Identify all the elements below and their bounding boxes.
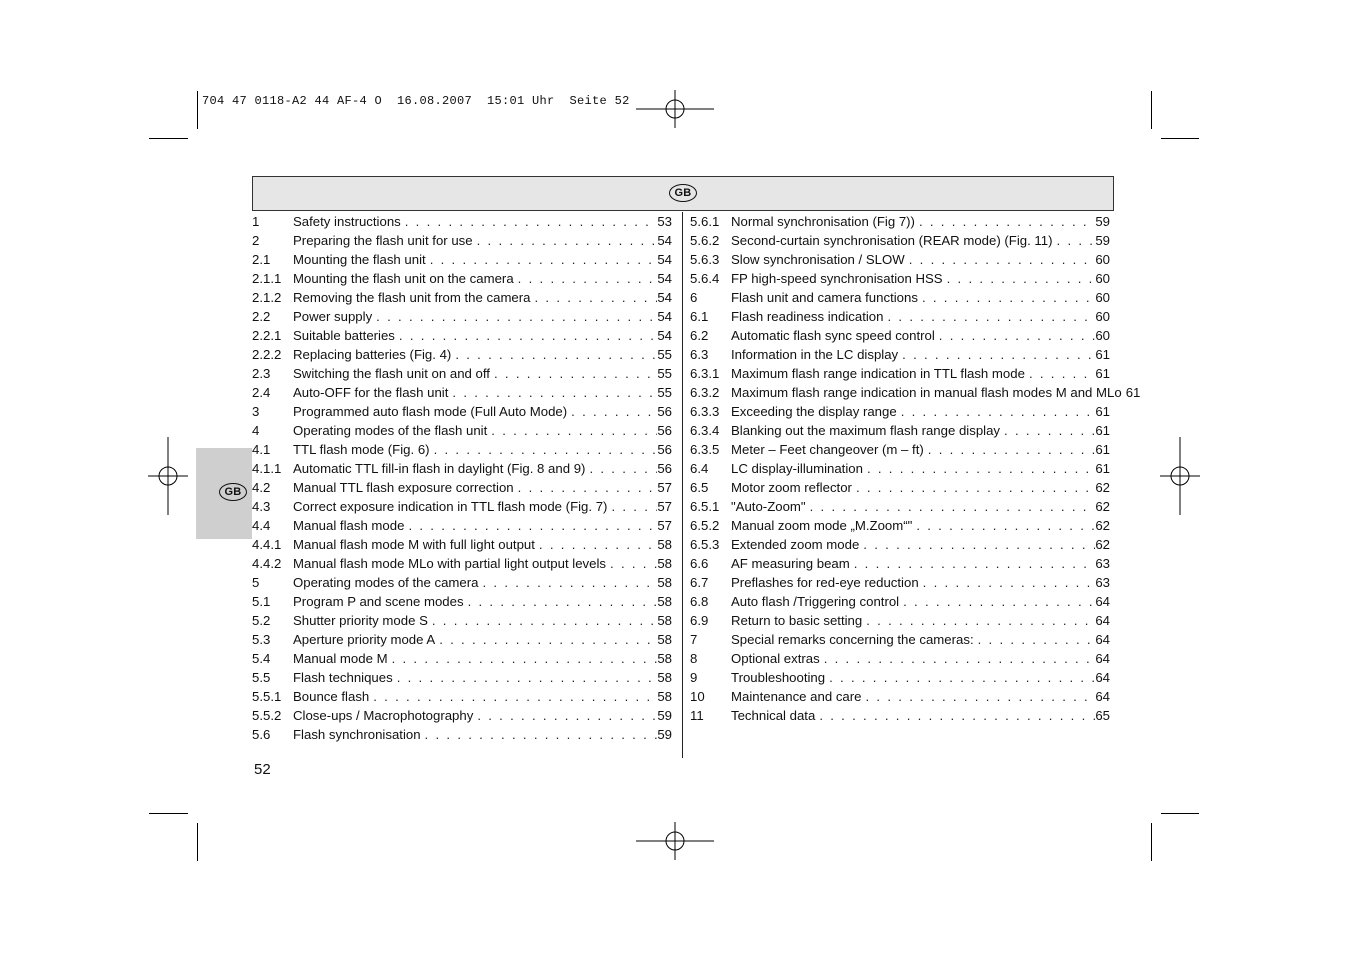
toc-leader-dots — [518, 269, 658, 288]
crop-mark — [1151, 823, 1152, 861]
toc-entry — [252, 326, 672, 345]
toc-leader-dots — [535, 288, 658, 307]
toc-entry-page: 54 — [657, 233, 672, 248]
toc-entry — [690, 231, 1110, 250]
crop-mark — [1161, 813, 1199, 814]
toc-entry-page: 58 — [657, 537, 672, 552]
crop-mark — [149, 813, 188, 814]
toc-entry-number: 6.3.5 — [690, 442, 720, 457]
toc-entry-page: 58 — [657, 594, 672, 609]
toc-entry-title: Exceeding the display range — [731, 404, 897, 419]
crop-mark — [149, 138, 188, 139]
toc-entry-number: 4.1 — [252, 442, 271, 457]
toc-entry — [252, 421, 672, 440]
toc-entry-number: 6.3 — [690, 347, 709, 362]
toc-entry — [252, 725, 672, 744]
toc-entry-title: Meter – Feet changeover (m – ft) — [731, 442, 924, 457]
toc-leader-dots — [903, 592, 1095, 611]
toc-entry-number: 6.1 — [690, 309, 709, 324]
registration-mark-icon — [636, 90, 714, 128]
toc-entry-number: 5.4 — [252, 651, 271, 666]
toc-entry-title: Flash unit and camera functions — [731, 290, 918, 305]
toc-leader-dots — [824, 649, 1096, 668]
toc-leader-dots — [978, 630, 1096, 649]
toc-entry-title: Maintenance and care — [731, 689, 862, 704]
toc-entry-title: FP high-speed synchronisation HSS — [731, 271, 943, 286]
toc-entry-page: 61 — [1095, 347, 1110, 362]
toc-entry-page: 59 — [657, 708, 672, 723]
toc-entry — [252, 231, 672, 250]
toc-entry-number: 5.5.2 — [252, 708, 282, 723]
toc-entry — [252, 687, 672, 706]
toc-entry-page: 53 — [657, 214, 672, 229]
toc-entry-title: Switching the flash unit on and off — [293, 366, 490, 381]
toc-leader-dots — [439, 630, 657, 649]
toc-leader-dots — [922, 288, 1095, 307]
toc-entry-number: 2 — [252, 233, 260, 248]
toc-entry-title: Normal synchronisation (Fig 7)) — [731, 214, 915, 229]
toc-entry-page: 62 — [1095, 537, 1110, 552]
toc-entry-number: 6.3.2 — [690, 385, 720, 400]
toc-entry — [690, 459, 1110, 478]
toc-entry-title: Slow synchronisation / SLOW — [731, 252, 905, 267]
toc-entry — [690, 649, 1110, 668]
toc-entry — [252, 288, 672, 307]
crop-mark — [1161, 138, 1199, 139]
toc-entry-title: Manual mode M — [293, 651, 388, 666]
toc-entry — [252, 478, 672, 497]
toc-entry-page: 63 — [1095, 556, 1110, 571]
toc-entry — [252, 364, 672, 383]
toc-entry-title: Replacing batteries (Fig. 4) — [293, 347, 452, 362]
toc-entry-number: 2.1.1 — [252, 271, 282, 286]
toc-entry-number: 4.3 — [252, 499, 271, 514]
toc-entry-title: Manual flash mode — [293, 518, 405, 533]
toc-entry-page: 60 — [1095, 309, 1110, 324]
page-number: 52 — [254, 761, 271, 778]
toc-entry-page: 61 — [1125, 385, 1141, 400]
toc-entry-title: Program P and scene modes — [293, 594, 464, 609]
toc-entry — [690, 326, 1110, 345]
toc-entry-page: 58 — [657, 556, 672, 571]
toc-entry — [252, 250, 672, 269]
toc-entry-title: TTL flash mode (Fig. 6) — [293, 442, 430, 457]
toc-leader-dots — [939, 326, 1096, 345]
toc-entry-number: 5.5 — [252, 670, 271, 685]
column-divider — [682, 212, 683, 758]
toc-entry-page: 56 — [657, 404, 672, 419]
toc-entry-number: 5.6.2 — [690, 233, 720, 248]
toc-leader-dots — [610, 554, 657, 573]
toc-entry — [690, 554, 1110, 573]
toc-entry-page: 54 — [657, 328, 672, 343]
toc-leader-dots — [494, 364, 657, 383]
toc-entry-number: 2.2 — [252, 309, 271, 324]
toc-entry-number: 6.7 — [690, 575, 709, 590]
toc-entry-page: 57 — [657, 518, 672, 533]
toc-entry — [252, 345, 672, 364]
toc-entry-number: 3 — [252, 404, 260, 419]
toc-entry — [690, 497, 1110, 516]
toc-entry-title: Bounce flash — [293, 689, 370, 704]
toc-leader-dots — [916, 516, 1095, 535]
toc-entry-page: 60 — [1095, 328, 1110, 343]
toc-leader-dots — [901, 402, 1096, 421]
toc-leader-dots — [425, 725, 658, 744]
toc-leader-dots — [376, 307, 657, 326]
toc-entry-page: 54 — [657, 290, 672, 305]
toc-entry-title: AF measuring beam — [731, 556, 850, 571]
toc-entry-page: 58 — [657, 613, 672, 628]
toc-entry-page: 64 — [1095, 613, 1110, 628]
toc-entry — [252, 554, 672, 573]
toc-entry-number: 4.1.1 — [252, 461, 282, 476]
toc-entry-page: 54 — [657, 309, 672, 324]
toc-entry-title: "Auto-Zoom" — [731, 499, 806, 514]
toc-entry-title: Blanking out the maximum flash range display — [731, 423, 1001, 438]
toc-entry-number: 2.1 — [252, 252, 271, 267]
toc-entry-number: 8 — [690, 651, 698, 666]
toc-entry-number: 6 — [690, 290, 698, 305]
toc-entry-page: 58 — [657, 689, 672, 704]
toc-entry-page: 63 — [1095, 575, 1110, 590]
toc-entry-title: LC display-illumination — [731, 461, 863, 476]
toc-leader-dots — [373, 687, 657, 706]
toc-entry — [252, 535, 672, 554]
toc-leader-dots — [482, 573, 657, 592]
toc-entry — [690, 630, 1110, 649]
registration-mark-icon — [148, 437, 188, 515]
toc-entry — [690, 535, 1110, 554]
toc-leader-dots — [854, 554, 1096, 573]
toc-entry-title: Removing the flash unit from the camera — [293, 290, 531, 305]
toc-entry-page: 60 — [1095, 290, 1110, 305]
crop-mark — [197, 823, 198, 861]
toc-entry-number: 7 — [690, 632, 698, 647]
toc-entry-number: 2.1.2 — [252, 290, 282, 305]
toc-entry-title: Automatic TTL fill-in flash in daylight (Fig. 8 and 9) — [293, 461, 586, 476]
toc-entry-title: Special remarks concerning the cameras: — [731, 632, 974, 647]
toc-entry-number: 5.6.1 — [690, 214, 720, 229]
toc-entry-number: 6.3.1 — [690, 366, 720, 381]
toc-leader-dots — [902, 345, 1095, 364]
toc-entry — [690, 269, 1110, 288]
toc-entry-title: Troubleshooting — [731, 670, 826, 685]
toc-leader-dots — [452, 383, 657, 402]
side-language-badge: GB — [219, 483, 247, 501]
toc-entry-title: Suitable batteries — [293, 328, 395, 343]
toc-entry-number: 2.4 — [252, 385, 271, 400]
toc-leader-dots — [539, 535, 657, 554]
crop-mark — [197, 91, 198, 129]
toc-entry-page: 58 — [657, 575, 672, 590]
toc-leader-dots — [430, 250, 658, 269]
toc-entry-title: Motor zoom reflector — [731, 480, 852, 495]
toc-leader-dots — [856, 478, 1095, 497]
toc-entry — [252, 307, 672, 326]
toc-entry-number: 6.6 — [690, 556, 709, 571]
toc-entry-page: 61 — [1095, 423, 1110, 438]
toc-entry-title: Auto flash /Triggering control — [731, 594, 900, 609]
toc-entry-page: 62 — [1095, 499, 1110, 514]
toc-entry-title: Maximum flash range indication in TTL flash mode — [731, 366, 1025, 381]
side-language-tab — [196, 448, 252, 539]
toc-entry-title: Safety instructions — [293, 214, 401, 229]
toc-entry-page: 56 — [657, 461, 672, 476]
toc-entry-page: 61 — [1095, 461, 1110, 476]
toc-right-column — [690, 212, 1141, 725]
toc-entry-number: 4.2 — [252, 480, 271, 495]
toc-entry — [690, 516, 1110, 535]
toc-entry-title: Extended zoom mode — [731, 537, 860, 552]
toc-entry — [252, 668, 672, 687]
toc-leader-dots — [866, 687, 1096, 706]
toc-entry — [690, 345, 1110, 364]
toc-entry-page: 59 — [657, 727, 672, 742]
toc-entry-number: 5.2 — [252, 613, 271, 628]
toc-entry-title: Information in the LC display — [731, 347, 899, 362]
toc-entry-number: 5.1 — [252, 594, 271, 609]
toc-entry-page: 64 — [1095, 594, 1110, 609]
toc-leader-dots — [455, 345, 657, 364]
toc-entry — [690, 440, 1110, 459]
toc-entry-title: Manual flash mode MLo with partial light output levels — [293, 556, 607, 571]
toc-entry-number: 4.4.1 — [252, 537, 282, 552]
toc-entry-number: 6.2 — [690, 328, 709, 343]
toc-entry-page: 59 — [1095, 233, 1110, 248]
toc-entry-title: Power supply — [293, 309, 373, 324]
registration-mark-icon — [636, 822, 714, 860]
toc-entry-page: 58 — [657, 651, 672, 666]
toc-entry — [690, 668, 1110, 687]
toc-leader-dots — [392, 649, 658, 668]
toc-entry — [690, 573, 1110, 592]
toc-entry — [690, 706, 1110, 725]
toc-leader-dots — [919, 212, 1095, 231]
toc-entry — [252, 516, 672, 535]
toc-entry-page: 56 — [657, 423, 672, 438]
toc-entry-page: 55 — [657, 366, 672, 381]
toc-entry-number: 6.3.4 — [690, 423, 720, 438]
toc-entry — [252, 459, 672, 478]
header-bar — [252, 176, 1114, 211]
toc-leader-dots — [867, 459, 1095, 478]
toc-entry — [252, 269, 672, 288]
toc-entry-number: 6.9 — [690, 613, 709, 628]
toc-entry-page: 62 — [1095, 480, 1110, 495]
toc-leader-dots — [477, 706, 657, 725]
toc-entry-title: Shutter priority mode S — [293, 613, 428, 628]
toc-entry-title: Mounting the flash unit on the camera — [293, 271, 514, 286]
toc-leader-dots — [468, 592, 658, 611]
toc-entry-number: 6.5 — [690, 480, 709, 495]
toc-entry-title: Preparing the flash unit for use — [293, 233, 473, 248]
toc-leader-dots — [611, 497, 657, 516]
toc-entry-title: Manual TTL flash exposure correction — [293, 480, 514, 495]
toc-leader-dots — [408, 516, 657, 535]
toc-leader-dots — [399, 326, 657, 345]
toc-leader-dots — [405, 212, 658, 231]
toc-leader-dots — [518, 478, 658, 497]
toc-entry — [252, 212, 672, 231]
toc-entry-title: Flash synchronisation — [293, 727, 421, 742]
toc-entry-number: 6.5.2 — [690, 518, 720, 533]
toc-entry-page: 54 — [657, 271, 672, 286]
toc-entry — [252, 383, 672, 402]
toc-entry-title: Second-curtain synchronisation (REAR mode) (Fig. 11) — [731, 233, 1053, 248]
toc-entry-page: 64 — [1095, 689, 1110, 704]
toc-entry-title: Flash techniques — [293, 670, 393, 685]
toc-leader-dots — [887, 307, 1095, 326]
toc-leader-dots — [432, 611, 657, 630]
toc-entry — [252, 440, 672, 459]
toc-entry — [690, 478, 1110, 497]
toc-leader-dots — [829, 668, 1095, 687]
toc-entry-number: 11 — [690, 708, 704, 723]
toc-entry-number: 5.3 — [252, 632, 271, 647]
toc-entry-number: 4 — [252, 423, 260, 438]
toc-entry-page: 55 — [657, 347, 672, 362]
toc-entry-page: 57 — [657, 480, 672, 495]
toc-entry-title: Manual zoom mode „M.Zoom“" — [731, 518, 913, 533]
toc-entry-number: 6.8 — [690, 594, 709, 609]
toc-entry — [252, 592, 672, 611]
toc-entry — [252, 649, 672, 668]
toc-entry-number: 10 — [690, 689, 705, 704]
toc-entry-title: Operating modes of the camera — [293, 575, 479, 590]
toc-entry-number: 5.6.4 — [690, 271, 720, 286]
print-slug: 704 47 0118-A2 44 AF-4 O 16.08.2007 15:01 Uhr Seite 52 — [202, 94, 630, 108]
toc-entry — [690, 611, 1110, 630]
toc-entry-page: 64 — [1095, 670, 1110, 685]
toc-entry-page: 54 — [657, 252, 672, 267]
toc-leader-dots — [571, 402, 657, 421]
toc-entry-page: 64 — [1095, 632, 1110, 647]
toc-entry-title: Programmed auto flash mode (Full Auto Mode) — [293, 404, 568, 419]
toc-entry-page: 55 — [657, 385, 672, 400]
toc-entry-number: 5.5.1 — [252, 689, 282, 704]
toc-entry — [690, 687, 1110, 706]
toc-entry-page: 65 — [1095, 708, 1110, 723]
toc-entry — [690, 383, 1141, 402]
toc-leader-dots — [589, 459, 657, 478]
toc-left-column — [252, 212, 672, 744]
toc-entry — [690, 364, 1110, 383]
toc-entry-number: 5.6 — [252, 727, 271, 742]
toc-entry-page: 60 — [1095, 252, 1110, 267]
toc-leader-dots — [928, 440, 1096, 459]
toc-entry-page: 57 — [657, 499, 672, 514]
toc-entry — [252, 573, 672, 592]
language-badge: GB — [669, 184, 697, 202]
toc-leader-dots — [434, 440, 658, 459]
toc-leader-dots — [819, 706, 1095, 725]
toc-entry-number: 6.4 — [690, 461, 709, 476]
toc-entry-title: Operating modes of the flash unit — [293, 423, 488, 438]
toc-entry-page: 56 — [657, 442, 672, 457]
toc-leader-dots — [491, 421, 657, 440]
toc-entry-number: 4.4 — [252, 518, 271, 533]
toc-entry — [252, 497, 672, 516]
toc-entry-number: 6.5.1 — [690, 499, 720, 514]
toc-entry-title: Preflashes for red-eye reduction — [731, 575, 919, 590]
toc-entry-number: 5 — [252, 575, 260, 590]
toc-entry-page: 58 — [657, 670, 672, 685]
toc-entry — [252, 630, 672, 649]
toc-entry-number: 2.2.2 — [252, 347, 282, 362]
toc-entry-title: Manual flash mode M with full light output — [293, 537, 535, 552]
toc-entry — [690, 402, 1110, 421]
toc-entry — [690, 421, 1110, 440]
registration-mark-icon — [1160, 437, 1200, 515]
toc-entry-title: Return to basic setting — [731, 613, 863, 628]
toc-entry-number: 1 — [252, 214, 260, 229]
toc-entry — [690, 307, 1110, 326]
toc-entry-page: 61 — [1095, 442, 1110, 457]
toc-entry-title: Technical data — [731, 708, 816, 723]
toc-leader-dots — [477, 231, 658, 250]
toc-leader-dots — [1029, 364, 1095, 383]
toc-entry — [690, 250, 1110, 269]
toc-entry-number: 4.4.2 — [252, 556, 282, 571]
toc-entry-title: Close-ups / Macrophotography — [293, 708, 474, 723]
toc-leader-dots — [866, 611, 1095, 630]
toc-entry-title: Maximum flash range indication in manual flash modes M and MLo — [731, 385, 1122, 400]
toc-entry-number: 5.6.3 — [690, 252, 720, 267]
toc-entry — [690, 288, 1110, 307]
toc-entry-number: 2.2.1 — [252, 328, 282, 343]
toc-entry-number: 2.3 — [252, 366, 271, 381]
toc-entry — [252, 706, 672, 725]
toc-entry-title: Optional extras — [731, 651, 820, 666]
toc-entry-number: 6.3.3 — [690, 404, 720, 419]
toc-leader-dots — [1057, 231, 1096, 250]
toc-entry-title: Automatic flash sync speed control — [731, 328, 935, 343]
toc-entry-title: Aperture priority mode A — [293, 632, 436, 647]
toc-entry-title: Mounting the flash unit — [293, 252, 426, 267]
toc-entry-title: Correct exposure indication in TTL flash mode (Fig. 7) — [293, 499, 608, 514]
toc-entry-page: 61 — [1095, 366, 1110, 381]
toc-entry — [690, 592, 1110, 611]
crop-mark — [1151, 91, 1152, 129]
toc-entry-title: Flash readiness indication — [731, 309, 884, 324]
toc-entry-page: 61 — [1095, 404, 1110, 419]
toc-leader-dots — [923, 573, 1096, 592]
toc-entry-page: 58 — [657, 632, 672, 647]
toc-entry — [690, 212, 1110, 231]
toc-entry-number: 9 — [690, 670, 698, 685]
toc-leader-dots — [810, 497, 1096, 516]
toc-leader-dots — [947, 269, 1096, 288]
toc-leader-dots — [1004, 421, 1095, 440]
toc-entry-number: 6.5.3 — [690, 537, 720, 552]
toc-entry — [252, 402, 672, 421]
toc-entry-page: 59 — [1095, 214, 1110, 229]
toc-entry-page: 60 — [1095, 271, 1110, 286]
toc-entry — [252, 611, 672, 630]
toc-entry-page: 62 — [1095, 518, 1110, 533]
toc-leader-dots — [863, 535, 1095, 554]
toc-entry-page: 64 — [1095, 651, 1110, 666]
toc-leader-dots — [909, 250, 1096, 269]
toc-entry-title: Auto-OFF for the flash unit — [293, 385, 449, 400]
toc-leader-dots — [397, 668, 658, 687]
